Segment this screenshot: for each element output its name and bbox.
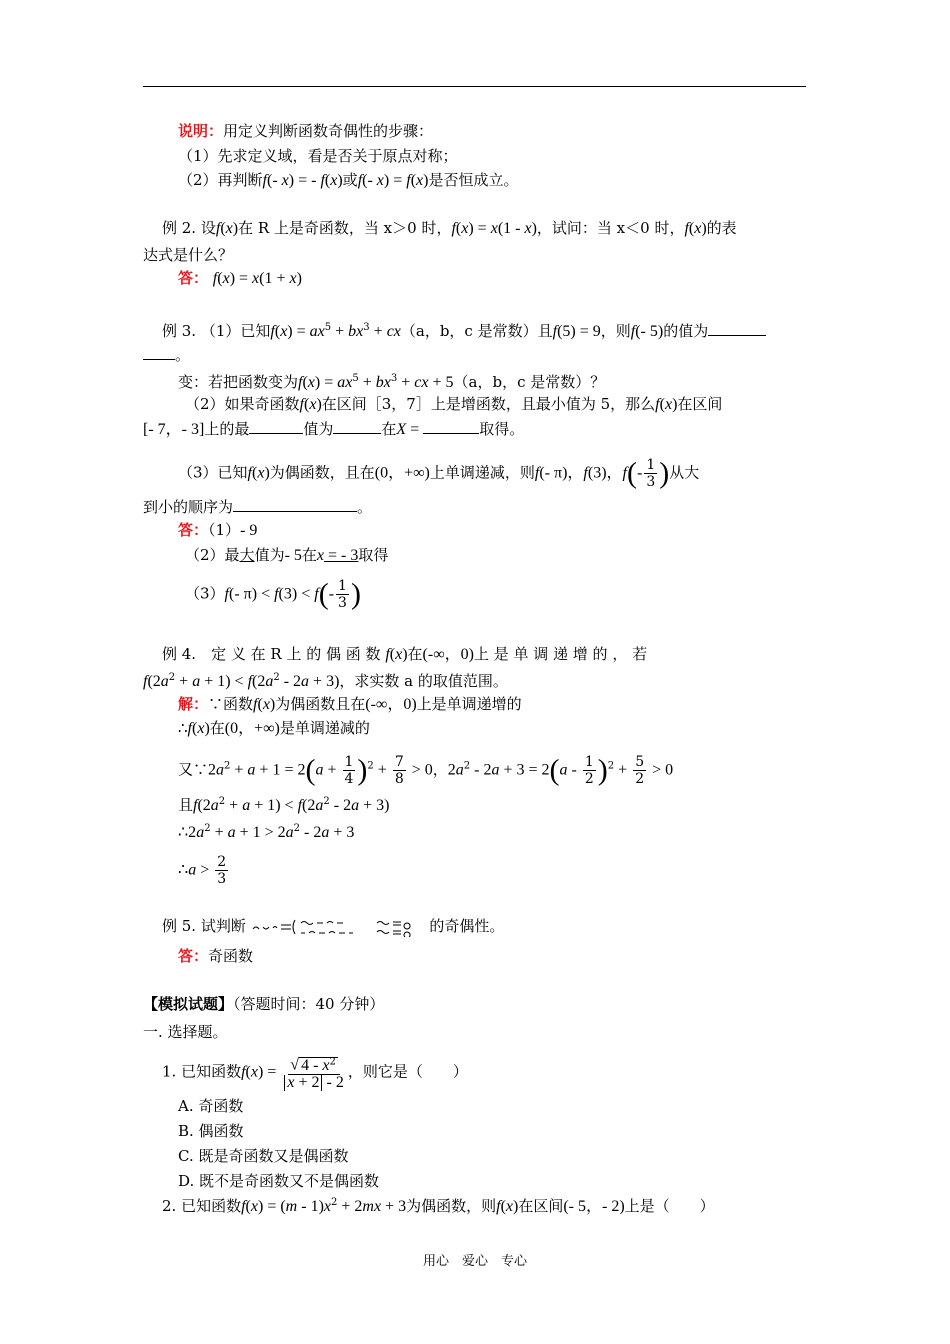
ex4-line2: $f(2a^2 + a + 1) < f(2a^2 - 2a + 3)$，求实数 a 的取值范围。 [143,672,508,690]
ex3-variant: 变：若把函数变为$f(x) = ax^5 + bx^3$ + cx + 5（a，b，c 是常数）？ [178,373,606,391]
ex3-part3-line2: 到小的顺序为 。 [143,498,373,516]
note-title-line [178,121,433,141]
ex2-line1: 例 2. 设f(x)在 R 上是奇函数，当 x＞0 时，f(x) = x(1 - x)，试问：当 x＜0 时，f(x)的表 [162,219,737,237]
ex4-sol5: $\therefore 2a^2 + a + 1 > 2a^2 - 2a + 3$ [178,823,355,841]
ex4-sol1: 解：∵函数f(x)为偶函数且在(-∞，0)上是单调递增的 [178,695,522,713]
q1-option-c[interactable]: C. 既是奇函数又是偶函数 [178,1147,349,1165]
ex4-line1: 例 4. 定 义 在 R 上 的 偶 函 数 f(x)在(-∞，0)上 是 单 调 递 增 的 ， 若 [162,645,648,663]
mock-title: 【模拟试题】（答题时间：40 分钟） [143,995,385,1013]
ex4-sol4: 且$f(2a^2 + a + 1) < f(2a^2 - 2a + 3)$ [178,796,390,814]
ex4-sol2: ∴f(x)在(0，+∞)是单调递减的 [178,719,370,737]
page-footer: 用心 爱心 专心 [422,1254,527,1269]
ex3-part2-line1: （2）如果奇函数f(x)在区间［3，7］上是增函数，且最小值为 5，那么f(x)在区间 [185,395,723,413]
ex3-part3-line1: （3）已知f(x)为偶函数，且在(0，+∞)上单调递减，则f(- π)，f(3)，f(- $\frac{1}{3}$ )从大 [178,456,700,490]
piecewise-function-image [251,917,371,937]
note-label: 说明： [178,122,224,140]
q2-line: 2. 已知函数$f(x) = (m - 1)x^2 + 2mx + 3$为偶函数，则f(x)在区间(- 5，- 2)上是（ ） [162,1197,715,1215]
mock-section: 一. 选择题。 [143,1023,228,1041]
ex2-answer: 答： f(x) = x(1 + x) [178,269,302,287]
note-step1: （1）先求定义域，看是否关于原点对称； [178,147,458,165]
ex3-answer3: （3）f(- π) < f(3) < f(- $\frac{1}{3}$ ) [185,577,361,611]
q1-option-b[interactable]: B. 偶函数 [178,1122,244,1140]
ex3-answer1: 答：（1）- 9 [178,521,258,539]
ex3-line2: 。 [143,345,190,365]
ex5-line1: 例 5. 试判断 的奇偶性。 [162,916,504,937]
q1-option-a[interactable]: A. 奇函数 [178,1097,244,1115]
ex4-sol3: 又$\because 2a^2 + a + 1 = 2(a$ + $\frac{1}{4}$ )$^2$ + $\frac{7}{8}$ > 0，$2a^2 - 2a + 3 = 2(a$ - $\frac{1}{2}$ )$^2$ + $\frac{5}{2}$ > 0 [178,753,674,787]
ex2-line2: 达式是什么？ [143,246,234,264]
ex5-answer: 答：奇函数 [178,947,254,965]
q1-line: 1. 已知函数f(x) = $\frac{√ 4 - x^2}{x + 2 - 2}$ ，则它是（ ） [162,1056,468,1091]
piecewise-condition-image [375,917,429,937]
ex3-part2-line2: [- 7，- 3]上的最 值为 在X = 取得。 [143,420,525,438]
ex3-line1: 例 3. （1）已知$f(x) = ax^5 + bx^3 + cx(a$，b，c 是常数）且f(5) = 9，则f(- 5)的值为 [162,318,766,342]
note-title: 用定义判断函数奇偶性的步骤： [223,122,434,140]
q1-option-d[interactable]: D. 既不是奇函数又不是偶函数 [178,1172,380,1190]
ex3-answer2: （2）最大值为- 5在x = - 3取得 [185,546,389,564]
ex4-sol6: ∴a > $\frac{2}{3}$ [178,854,227,887]
header-rule [143,86,806,87]
note-step2: （2）再判断f(- x) = - f(x)或f(- x) = f(x)是否恒成立。 [178,171,519,189]
